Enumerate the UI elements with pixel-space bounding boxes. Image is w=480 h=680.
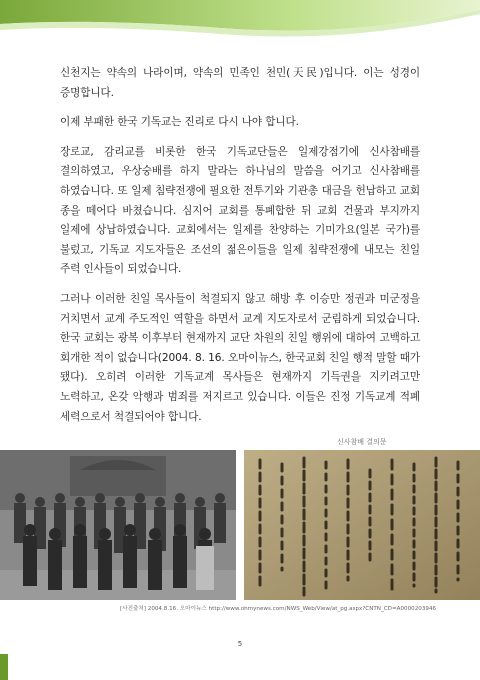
group-photo <box>0 450 236 600</box>
paragraph: 신천지는 약속의 나라이며, 약속의 민족인 천민(天民)입니다. 이는 성경이 증명합니다. <box>60 67 420 99</box>
paragraph: 이제 부패한 한국 기독교는 진리로 다시 나야 합니다. <box>60 116 299 129</box>
paragraph: 그러나 이러한 친일 목사들이 척결되지 않고 해방 후 이승만 정권과 미군정을 거치면서 교계 주도적인 역할을 하면서 교계 지도자로서 군림하게 되었습니다. 한국 교회는 광복 이후부터 현재까지 교단 차원의 친일 행위에 대하여 고백하고 회개한 적이 없습니다(2004. 8. 16. 오마이뉴스, 한국교회 친일 행적 말할 때가 됐다). 오히려 이러한 기독교계 목사들은 현재까지 기득권을 지키려고만 노력하고, 온갖 악행과 범죄를 저지르고 있습니다. 이들은 진정 기독교계 적폐 세력으로서 척결되어야 합니다. <box>60 292 420 423</box>
header-decoration <box>0 0 480 40</box>
photo-source: [사진출처] 2004.8.16. 오마이뉴스 http://www.ohmynews.com/NWS_Web/View/at_pg.aspx?CNTN_CD=A0000203946 <box>120 606 437 612</box>
page-number: 5 <box>237 640 243 648</box>
paragraph: 장로교, 감리교를 비롯한 한국 기독교단들은 일제강점기에 신사참배를 결의하였고, 우상숭배를 하지 말라는 하나님의 말씀을 어기고 신사참배를 하였습니다. 또 일제 침략전쟁에 필요한 전투기와 기관총 대금을 헌납하고 교회 종을 떼어다 바쳤습니다. 심지어 교회를 통폐합한 뒤 교회 건물과 부지까지 일제에 상납하였습니다. 교회에서는 일제를 찬양하는 기미가요(일본 국가)를 불렀고, 기독교 지도자들은 조선의 젊은이들을 일제 침략전쟁에 내모는 친일 주력 인사들이 되었습니다. <box>60 145 420 276</box>
figure-caption: 신사참배 결의문 <box>337 438 387 446</box>
corner-accent <box>0 654 8 680</box>
resolution-document-photo <box>244 450 480 600</box>
body-text <box>60 64 420 437</box>
